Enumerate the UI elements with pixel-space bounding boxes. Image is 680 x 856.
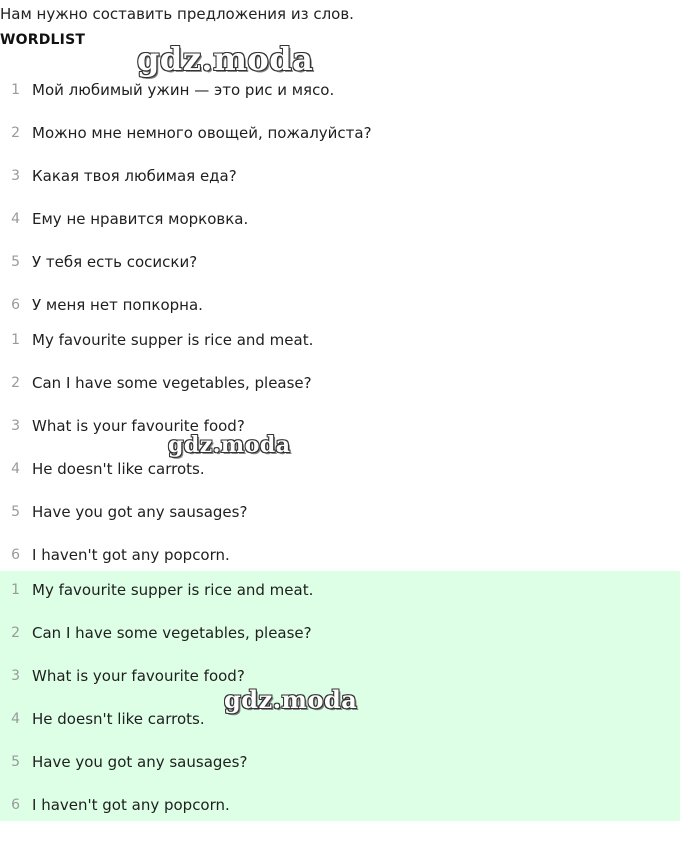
item-number: 6 xyxy=(11,796,20,813)
watermark: gdz.moda xyxy=(168,432,291,458)
item-number: 1 xyxy=(11,581,20,598)
list-item xyxy=(0,568,680,611)
list-item xyxy=(0,111,680,154)
list-item xyxy=(0,740,680,783)
list-item xyxy=(0,447,680,490)
item-text: Какая твоя любимая еда? xyxy=(32,166,237,185)
list-item xyxy=(0,197,680,240)
item-number: 4 xyxy=(11,460,20,477)
item-text: Ему не нравится морковка. xyxy=(32,209,249,228)
item-number: 1 xyxy=(11,81,20,98)
item-text: My favourite supper is rice and meat. xyxy=(32,330,314,349)
list-item xyxy=(0,361,680,404)
item-text: He doesn't like carrots. xyxy=(32,709,205,728)
item-text: My favourite supper is rice and meat. xyxy=(32,580,314,599)
list-item xyxy=(0,490,680,533)
item-number: 6 xyxy=(11,296,20,313)
item-number: 4 xyxy=(11,710,20,727)
item-number: 2 xyxy=(11,124,20,141)
item-number: 3 xyxy=(11,667,20,684)
item-text: What is your favourite food? xyxy=(32,416,245,435)
list-item xyxy=(0,611,680,654)
item-text: I haven't got any popcorn. xyxy=(32,545,230,564)
list-item xyxy=(0,783,680,826)
item-text: Have you got any sausages? xyxy=(32,752,248,771)
item-number: 5 xyxy=(11,253,20,270)
item-text: Have you got any sausages? xyxy=(32,502,248,521)
list-item xyxy=(0,318,680,361)
list-item xyxy=(0,240,680,283)
item-number: 4 xyxy=(11,210,20,227)
item-text: He doesn't like carrots. xyxy=(32,459,205,478)
item-number: 5 xyxy=(11,503,20,520)
item-text: Мой любимый ужин — это рис и мясо. xyxy=(32,80,335,99)
watermark: gdz.moda xyxy=(224,685,358,714)
item-text: What is your favourite food? xyxy=(32,666,245,685)
item-text: Can I have some vegetables, please? xyxy=(32,373,312,392)
item-number: 2 xyxy=(11,374,20,391)
item-text: У меня нет попкорна. xyxy=(32,295,203,314)
wordlist-heading: WORDLIST xyxy=(0,32,86,48)
english-sentences-list xyxy=(0,318,680,576)
item-text: I haven't got any popcorn. xyxy=(32,795,230,814)
item-text: Can I have some vegetables, please? xyxy=(32,623,312,642)
item-number: 5 xyxy=(11,753,20,770)
item-number: 2 xyxy=(11,624,20,641)
list-item xyxy=(0,404,680,447)
watermark: gdz.moda xyxy=(137,40,314,78)
list-item xyxy=(0,68,680,111)
item-number: 3 xyxy=(11,417,20,434)
intro-text: Нам нужно составить предложения из слов. xyxy=(0,5,354,23)
list-item xyxy=(0,154,680,197)
item-number: 1 xyxy=(11,331,20,348)
item-number: 3 xyxy=(11,167,20,184)
item-number: 6 xyxy=(11,546,20,563)
russian-sentences-list xyxy=(0,68,680,326)
item-text: Можно мне немного овощей, пожалуйста? xyxy=(32,123,372,142)
item-text: У тебя есть сосиски? xyxy=(32,252,198,271)
